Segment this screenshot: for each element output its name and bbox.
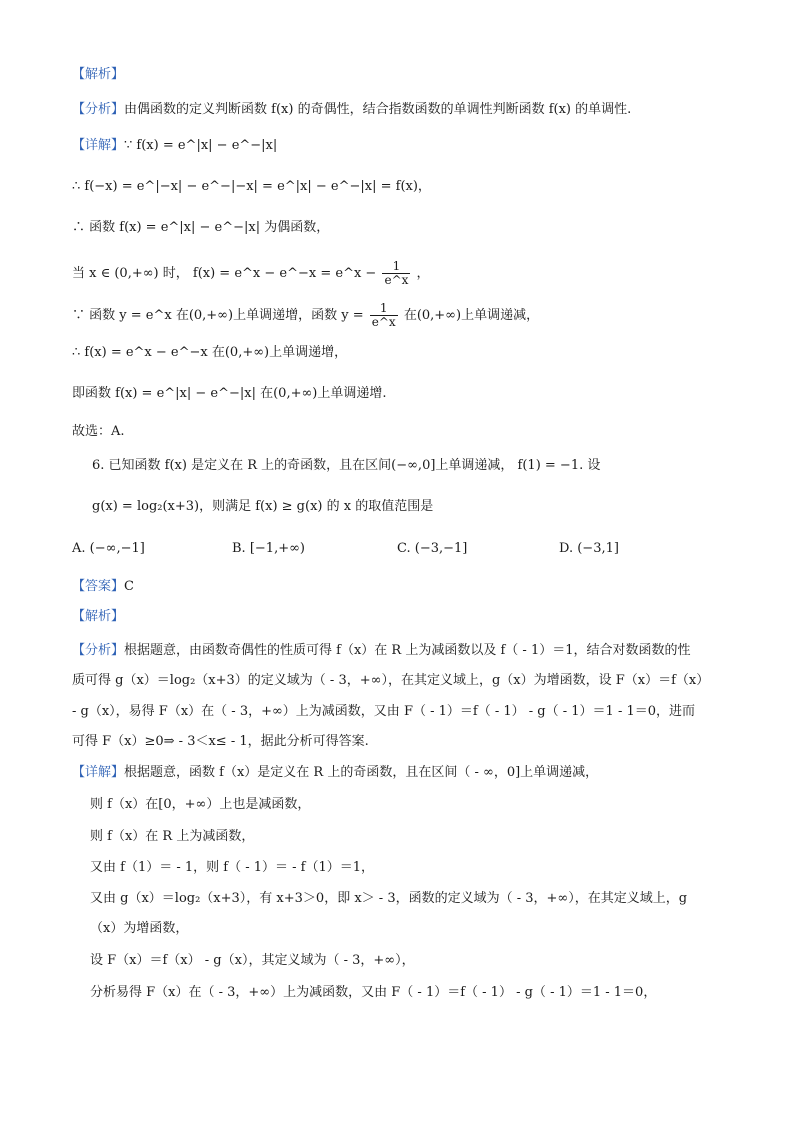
q5-detail-line-3: ∴ 函数 f(x) = e^|x| − e^−|x| 为偶函数， [72,220,330,235]
q5-detail-text-4b: ， [416,266,430,281]
q5-detail-line-6: ∴ f(x) = e^x − e^−x 在(0,+∞)上单调递增， [72,345,348,360]
q5-detail-line-7: 即函数 f(x) = e^|x| − e^−|x| 在(0,+∞)上单调递增. [72,386,387,401]
option-c [397,540,467,558]
option-a [72,540,145,558]
q5-detail-text-5b: 在(0,+∞)上单调递减， [403,308,540,323]
option-a-label: A. [72,541,86,556]
q6-analysis-line-4: 可得 F（x）≥0⇒ - 3＜x≤ - 1，据此分析可得答案. [72,734,369,749]
q6-analysis-text-1: 根据题意，由函数奇偶性的性质可得 f（x）在 R 上为减函数以及 f（ - 1）＝1，结合对数函数的性 [124,643,691,658]
q5-detail-line-5 [72,302,539,329]
q5-choice: 故选：A. [72,424,125,439]
q6-analysis-line-3: - g（x），易得 F（x）在（ - 3，+∞）上为减函数，又由 F（ - 1）＝f（ - 1） - g（ - 1）＝1 - 1＝0，进而 [72,704,696,719]
q6-detail-line-7: 设 F（x）＝f（x） - g（x），其定义域为（ - 3，+∞）， [90,953,415,968]
section-tag-jiexi-q6: 【解析】 [72,609,125,624]
fraction-numerator: 1 [370,302,398,316]
q6-analysis-line-2: 质可得 g（x）＝log₂（x+3）的定义域为（ - 3，+∞），在其定义域上，g（x）为增函数，设 F（x）＝f（x） [72,673,710,688]
q6-detail-text-1: 根据题意，函数 f（x）是定义在 R 上的奇函数，且在区间（ - ∞，0]上单调递减， [124,765,599,780]
option-c-label: C. [397,541,411,556]
detail-tag: 【详解】 [72,138,125,153]
option-d [559,540,619,558]
option-d-text: (−3,1] [577,541,619,556]
q5-detail-text-5a: ∵ 函数 y = e^x 在(0,+∞)上单调递增，函数 y = [72,308,364,323]
option-b [232,540,305,558]
option-a-text: (−∞,−1] [89,541,145,556]
q6-detail-line-1 [72,764,598,782]
q5-detail-text-1: ∵ f(x) = e^|x| − e^−|x| [124,138,278,153]
q6-detail-line-6: （x）为增函数， [90,921,189,936]
q6-answer-value: C [124,579,134,594]
q6-stem-line-2: g(x) = log₂(x+3)，则满足 f(x) ≥ g(x) 的 x 的取值范围是 [92,499,434,514]
option-d-label: D. [559,541,574,556]
fraction-1-over-ex [382,260,410,287]
section-tag-jiexi: 【解析】 [72,67,125,82]
q5-detail-line-4 [72,260,430,287]
q6-analysis-line-1 [72,642,691,660]
q6-detail-line-2: 则 f（x）在[0，+∞）上也是减函数， [90,797,311,812]
q5-detail-text-4a: 当 x ∈ (0,+∞) 时， f(x) = e^x − e^−x = e^x − [72,266,377,281]
fraction-1-over-ex [370,302,398,329]
option-b-text: [−1,+∞) [249,541,305,556]
q5-detail-line-1 [72,137,277,155]
fraction-numerator: 1 [382,260,410,274]
q5-detail-line-2: ∴ f(−x) = e^|−x| − e^−|−x| = e^|x| − e^−|x| = f(x)， [72,179,431,194]
q5-analysis-text: 由偶函数的定义判断函数 f(x) 的奇偶性，结合指数函数的单调性判断函数 f(x) 的单调性. [124,102,632,117]
fraction-denominator: e^x [371,315,396,329]
q6-detail-line-3: 则 f（x）在 R 上为减函数， [90,829,255,844]
option-b-label: B. [232,541,246,556]
analysis-tag: 【分析】 [72,643,125,658]
q5-analysis-line [72,101,631,119]
q6-detail-line-8: 分析易得 F（x）在（ - 3，+∞）上为减函数，又由 F（ - 1）＝f（ - 1） - g（ - 1）＝1 - 1＝0， [90,985,657,1000]
q6-detail-line-4: 又由 f（1）＝ - 1，则 f（ - 1）＝ - f（1）＝1， [90,860,375,875]
q6-answer-line [72,578,134,596]
analysis-tag: 【分析】 [72,102,125,117]
q6-stem-line-1: 6. 已知函数 f(x) 是定义在 R 上的奇函数，且在区间(−∞,0]上单调递减， f(1) = −1. 设 [92,458,601,473]
option-c-text: (−3,−1] [414,541,468,556]
detail-tag: 【详解】 [72,765,125,780]
answer-tag: 【答案】 [72,579,125,594]
fraction-denominator: e^x [384,273,409,287]
q6-detail-line-5: 又由 g（x）＝log₂（x+3），有 x+3＞0，即 x＞ - 3，函数的定义域为（ - 3，+∞），在其定义域上，g [90,891,688,906]
